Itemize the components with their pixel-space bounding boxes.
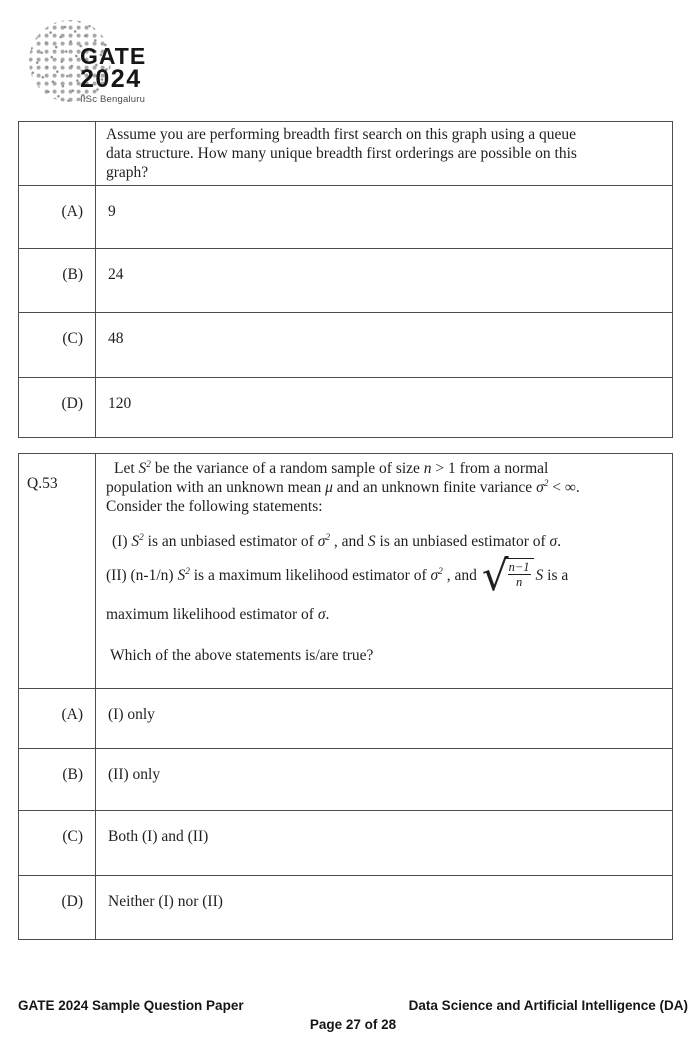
logo-year: 2024	[80, 65, 142, 94]
option-value: Neither (I) nor (II)	[96, 876, 673, 940]
option-row-c	[19, 312, 673, 377]
option-value: 24	[96, 248, 673, 312]
option-value: Both (I) and (II)	[96, 811, 673, 876]
q53-statement-2	[106, 550, 662, 600]
fraction	[505, 558, 534, 589]
q53-statement-2-line2: maximum likelihood estimator of σ.	[106, 605, 330, 623]
fraction-numerator: n−1	[508, 559, 530, 574]
radical-sign-icon: √	[481, 550, 509, 600]
option-row-b	[19, 248, 673, 312]
option-value: 120	[96, 377, 673, 437]
option-value: (II) only	[96, 749, 673, 811]
option-value: (I) only	[96, 689, 673, 749]
question-number-cell-empty	[19, 122, 96, 186]
q53-statement-1: (I) $S^2$ is an unbiased estimator of $\sigma^2$ , and S is an unbiased estimator of σ.	[112, 532, 562, 550]
square-root-expression	[481, 550, 534, 600]
option-value: 9	[96, 185, 673, 248]
fraction-denominator: n	[515, 574, 523, 589]
gate-logo	[26, 13, 186, 109]
option-label: (B)	[19, 248, 96, 312]
question-table-top	[18, 121, 673, 438]
option-label: (A)	[19, 185, 96, 248]
q53-consider-line: Consider the following statements:	[106, 498, 323, 516]
option-label: (B)	[19, 749, 96, 811]
option-row-b	[19, 749, 673, 811]
option-label: (D)	[19, 876, 96, 940]
question-text-line: Assume you are performing breadth first search on this graph using a queue	[106, 126, 577, 143]
option-row-d	[19, 377, 673, 437]
q53-statement-2-text: (II) (n-1/n) $S^2$ is a maximum likelihood estimator of $\sigma^2$ , and	[106, 567, 477, 585]
option-row-a	[19, 185, 673, 248]
option-row-c	[19, 811, 673, 876]
q53-final-question: Which of the above statements is/are true?	[110, 647, 374, 665]
footer-page-number: Page 27 of 28	[309, 1017, 397, 1032]
logo-title: GATE	[80, 43, 147, 69]
option-row-a	[19, 689, 673, 749]
question-text-line: graph?	[106, 164, 149, 182]
footer-subject: Data Science and Artificial Intelligence (DA)	[408, 998, 688, 1013]
option-value: 48	[96, 312, 673, 377]
footer-paper-title: GATE 2024 Sample Question Paper	[18, 998, 244, 1013]
option-label: (A)	[19, 689, 96, 749]
question-text-cell	[96, 122, 673, 186]
question-table-q53	[18, 453, 673, 940]
option-label: (C)	[19, 811, 96, 876]
option-label: (C)	[19, 312, 96, 377]
option-label: (D)	[19, 377, 96, 437]
logo-text	[80, 43, 147, 106]
option-row-d	[19, 876, 673, 940]
question-text-cell	[96, 454, 673, 689]
q53-intro-line2: population with an unknown mean μ and an unknown finite variance $\sigma^2$ < ∞.	[106, 479, 580, 497]
question-text-line: data structure. How many unique breadth first orderings are possible on this	[106, 145, 577, 163]
question-row	[19, 122, 673, 186]
page-footer	[18, 998, 688, 1032]
question-number: Q.53	[19, 454, 96, 689]
q53-statement-2-tail: S is a	[535, 567, 569, 585]
q53-intro-line1: Let $S^2$ be the variance of a random sample of size n > 1 from a normal	[114, 459, 549, 477]
question-row	[19, 454, 673, 689]
logo-subtitle: IISc Bengaluru	[80, 94, 146, 106]
